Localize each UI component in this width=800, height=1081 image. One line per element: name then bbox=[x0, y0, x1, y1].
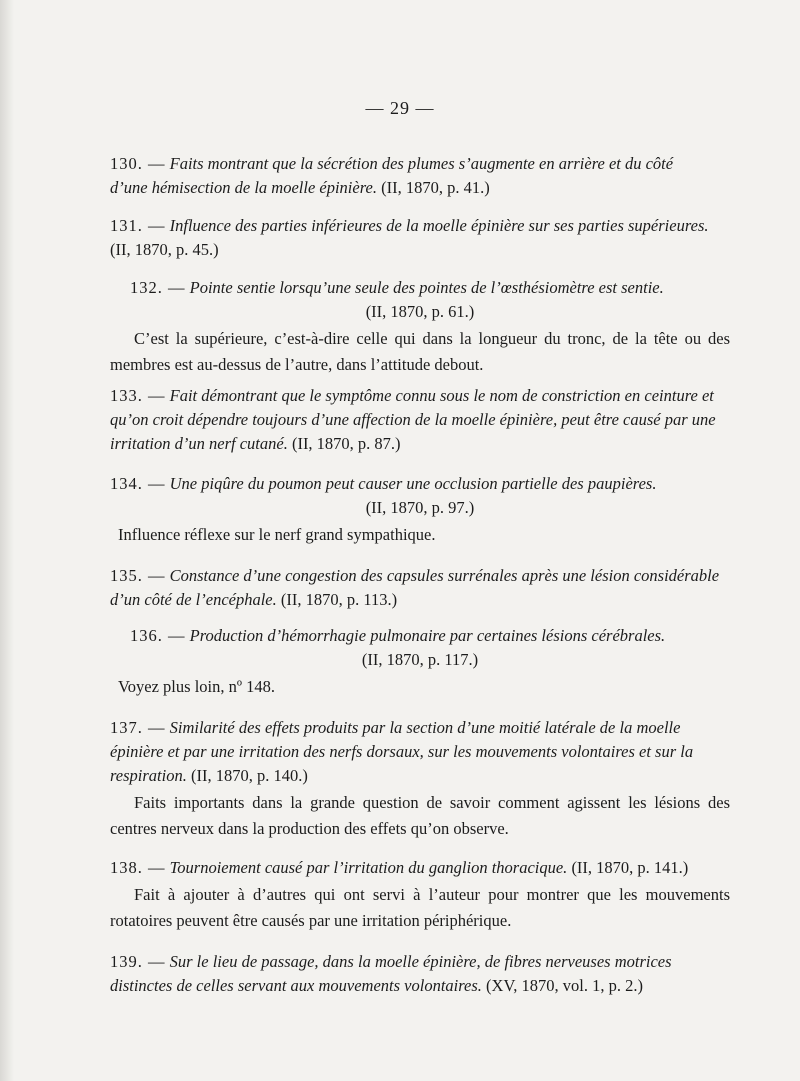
entry-number: 137. — bbox=[110, 718, 166, 737]
entry-134-note: Influence réflexe sur le nerf grand sympathique. bbox=[118, 525, 436, 544]
entry-title: Constance d’une congestion des capsules surrénales après une lésion considérable d’un côté de l’encéphale. bbox=[110, 566, 720, 609]
entry-132-reference: (II, 1870, p. 61.) bbox=[365, 302, 475, 321]
entry-132-note: C’est la supérieure, c’est-à-dire celle qui dans la longueur du tronc, de la tête ou des membres est au-dessus de l’autre, dans l’attitude debout. bbox=[110, 329, 730, 374]
page-number: — 29 — bbox=[365, 98, 435, 118]
entry-title: Influence des parties inférieures de la moelle épinière sur ses parties supérieures. bbox=[169, 216, 709, 235]
entry-134-reference: (II, 1870, p. 97.) bbox=[365, 498, 475, 517]
entry-138-note: Fait à ajouter à d’autres qui ont servi à l’auteur pour montrer que les mouvements rotatoires peuvent être causés par une irritation périphérique. bbox=[110, 885, 730, 930]
entry-133 bbox=[110, 384, 730, 456]
entry-number: 132. — bbox=[130, 278, 186, 297]
entry-title: Faits montrant que la sécrétion des plumes s’augmente en arrière et du côté d’une hémisection de la moelle épinière. bbox=[110, 154, 674, 197]
entry-136-reference: (II, 1870, p. 117.) bbox=[361, 650, 479, 669]
entry-138 bbox=[110, 856, 750, 880]
entry-reference: (XV, 1870, vol. 1, p. 2.) bbox=[486, 976, 643, 995]
entry-130 bbox=[110, 152, 710, 200]
entry-reference: (II, 1870, p. 87.) bbox=[291, 434, 401, 453]
entry-reference: (II, 1870, p. 45.) bbox=[110, 240, 219, 259]
entry-131 bbox=[110, 214, 730, 262]
entry-139 bbox=[110, 950, 730, 998]
entry-number: 134. — bbox=[110, 474, 166, 493]
entry-number: 135. — bbox=[110, 566, 166, 585]
entry-title: Production d’hémorrhagie pulmonaire par certaines lésions cérébrales. bbox=[189, 626, 666, 645]
entry-number: 130. — bbox=[110, 154, 166, 173]
entry-reference: (II, 1870, p. 140.) bbox=[190, 766, 308, 785]
entry-number: 133. — bbox=[110, 386, 166, 405]
entry-reference: (II, 1870, p. 141.) bbox=[571, 858, 689, 877]
entry-135 bbox=[110, 564, 730, 612]
entry-title: Similarité des effets produits par la section d’une moitié latérale de la moelle épinière et par une irritation des nerfs dorsaux, sur les mouvements volontaires et sur la respiration. bbox=[110, 718, 694, 785]
entry-137-note: Faits importants dans la grande question de savoir comment agissent les lésions des centres nerveux dans la production des effets qu’on observe. bbox=[110, 793, 730, 838]
entry-title: Sur le lieu de passage, dans la moelle épinière, de fibres nerveuses motrices distinctes de celles servant aux mouvements volontaires. bbox=[110, 952, 672, 995]
entry-136 bbox=[130, 624, 730, 648]
entry-number: 136. — bbox=[130, 626, 186, 645]
entry-132 bbox=[130, 276, 730, 300]
entry-number: 138. — bbox=[110, 858, 166, 877]
entry-reference: (II, 1870, p. 113.) bbox=[280, 590, 398, 609]
entry-136-note: Voyez plus loin, nº 148. bbox=[118, 677, 275, 696]
entry-number: 139. — bbox=[110, 952, 166, 971]
entry-number: 131. — bbox=[110, 216, 166, 235]
entry-title: Tournoiement causé par l’irritation du ganglion thoracique. bbox=[169, 858, 568, 877]
entry-title: Pointe sentie lorsqu’une seule des pointes de l’œsthésiomètre est sentie. bbox=[189, 278, 664, 297]
entry-134 bbox=[110, 472, 730, 496]
entry-137 bbox=[110, 716, 730, 788]
scan-shadow-edge bbox=[0, 0, 14, 1081]
entry-title: Une piqûre du poumon peut causer une occlusion partielle des paupières. bbox=[169, 474, 657, 493]
entry-title: Fait démontrant que le symptôme connu sous le nom de constriction en ceinture et qu’on croit dépendre toujours d’une affection de la moelle épinière, peut être causé par une irritation d’un nerf cutané. bbox=[110, 386, 716, 453]
entry-reference: (II, 1870, p. 41.) bbox=[381, 178, 490, 197]
